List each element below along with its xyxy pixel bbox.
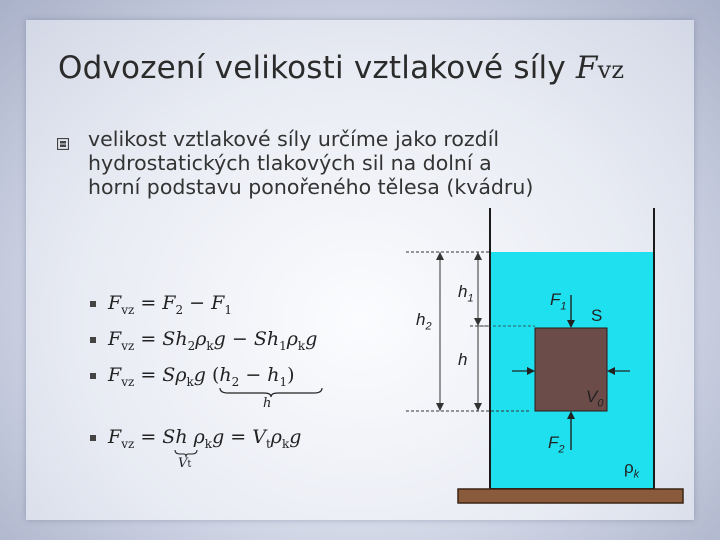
title-text: Odvození velikosti vztlakové síly: [58, 50, 576, 86]
label-s: S: [591, 306, 603, 325]
square-bullet-icon: [90, 301, 96, 307]
label-v0: $V_0$: [586, 387, 604, 410]
equation-2: $F_{vz} = Sh_2\rho_kg - Sh_1\rho_kg$: [90, 328, 317, 353]
equation-1: $F_{vz} = F_2 - F_1$: [90, 292, 232, 317]
intro-paragraph: velikost vztlakové síly určíme jako rozdíl hydrostatických tlakových sil na dolní a horní podstavu ponořeného tělesa (kvádru): [88, 127, 534, 200]
title-symbol: F: [575, 50, 598, 86]
vessel-svg: [400, 200, 700, 510]
title-symbol-sub: vz: [597, 56, 625, 84]
base-plate: [458, 489, 683, 503]
label-h1: $h_1$: [458, 282, 474, 305]
square-bullet-icon: [90, 373, 96, 379]
label-rho-k: $\rho_k$: [624, 458, 640, 481]
label-f2: $F_2$: [548, 433, 565, 456]
label-f1: $F_1$: [550, 290, 567, 313]
slide-title: [58, 50, 624, 86]
hollow-square-bullet-icon: [57, 138, 69, 150]
square-bullet-icon: [90, 435, 96, 441]
underbrace-h-label: h: [263, 396, 272, 411]
equation-4: $F_{vz} = Sh$ $\rho_kg = V_t\rho_kg$: [90, 426, 301, 451]
vessel-diagram: [400, 200, 700, 510]
square-bullet-icon: [90, 337, 96, 343]
label-h2: $h_2$: [416, 310, 432, 333]
equation-3: $F_{vz} = S\rho_kg$ $(h_2 - h_1)$: [90, 364, 295, 389]
label-h: h: [458, 350, 468, 369]
underbrace-vt-label: Vt: [178, 456, 192, 471]
